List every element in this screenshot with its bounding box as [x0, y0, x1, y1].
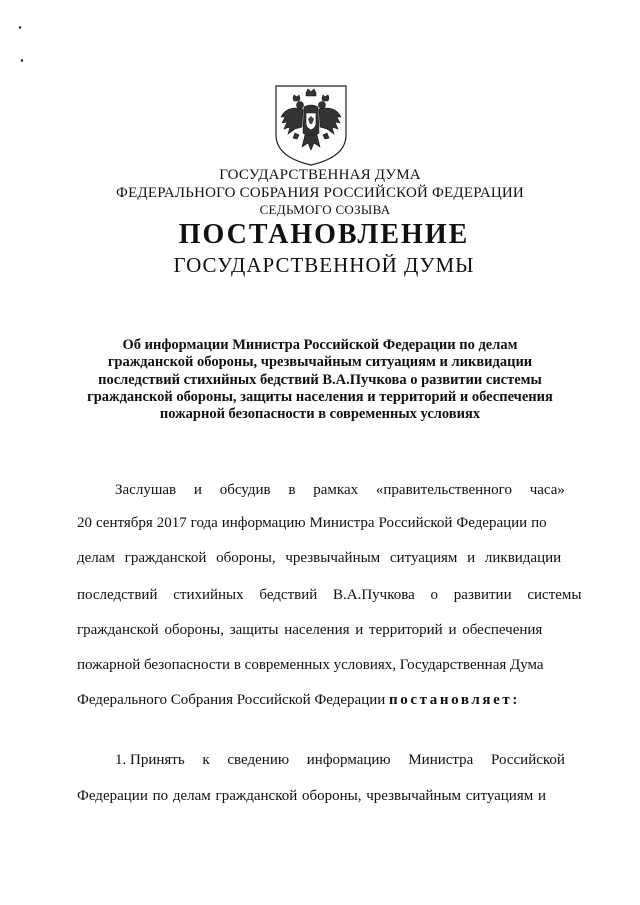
body-word: к: [202, 752, 210, 768]
document-issuer: ГОСУДАРСТВЕННОЙ ДУМЫ: [173, 253, 475, 277]
body-line: гражданской обороны, защиты населения и территорий и обеспечения: [77, 622, 543, 638]
convocation: СЕДЬМОГО СОЗЫВА: [259, 202, 391, 217]
body-text-span: Федерального Собрания Российской Федерации: [77, 692, 390, 708]
body-word: информацию: [306, 752, 391, 768]
body-word: Заслушав: [115, 482, 177, 498]
body-line: пожарной безопасности в современных условиях, Государственная Дума: [77, 657, 544, 673]
body-line: [77, 750, 565, 770]
org-name-line-2: ФЕДЕРАЛЬНОГО СОБРАНИЯ РОССИЙСКОЙ ФЕДЕРАЦИИ: [116, 185, 524, 201]
body-word: Российской: [491, 752, 565, 768]
body-line: [77, 480, 565, 500]
body-word: в: [288, 482, 296, 498]
body-line: 20 сентября 2017 года информацию Министра Российской Федерации по: [77, 515, 547, 531]
coat-of-arms-emblem: [273, 83, 349, 167]
resolution-subject: [0, 337, 640, 423]
body-word: сведению: [227, 752, 290, 768]
scan-speck: [21, 59, 24, 63]
scan-speck: [18, 26, 21, 30]
body-line: [77, 690, 565, 710]
body-word: обсудив: [219, 482, 271, 498]
body-word: рамках: [313, 482, 359, 498]
org-name-line-1: ГОСУДАРСТВЕННАЯ ДУМА: [219, 167, 421, 183]
subject-line: последствий стихийных бедствий В.А.Пучкова о развитии системы: [98, 371, 542, 388]
subject-line: Об информации Министра Российской Федерации по делам: [122, 337, 518, 353]
resolution-verb: постановляет:: [389, 692, 520, 708]
body-word: и: [193, 482, 202, 498]
body-word: часа»: [529, 482, 565, 498]
body-word: Министра: [408, 752, 474, 768]
body-line: делам гражданской обороны, чрезвычайным ситуациям и ликвидации: [77, 550, 562, 566]
subject-line: гражданской обороны, защиты населения и территорий и обеспечения: [87, 388, 553, 405]
body-word: 1. Принять: [115, 752, 185, 768]
body-line: Федерации по делам гражданской обороны, чрезвычайным ситуациям и: [77, 788, 547, 804]
document-type-title: ПОСТАНОВЛЕНИЕ: [178, 219, 470, 250]
body-line: последствий стихийных бедствий В.А.Пучкова о развитии системы: [77, 587, 582, 603]
subject-line: пожарной безопасности в современных условиях: [159, 406, 481, 423]
subject-line: гражданской обороны, чрезвычайным ситуациям и ликвидации: [107, 354, 533, 371]
body-word: «правительственного: [375, 482, 512, 498]
